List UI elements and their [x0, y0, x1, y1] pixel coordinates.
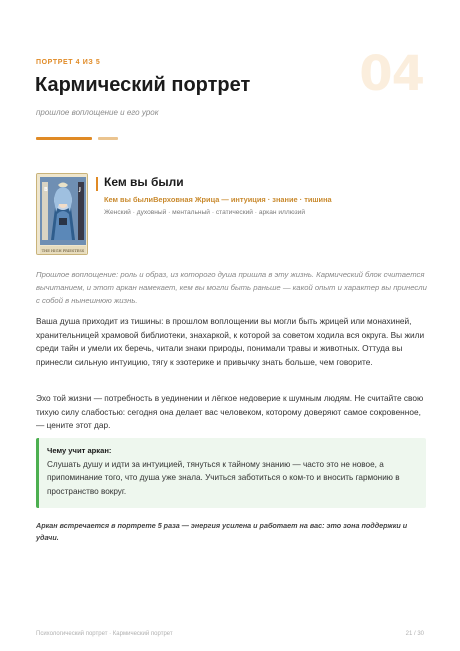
repetition-note: Аркан встречается в портрете 5 раза — энергия усилена и работает на вас: это зона поддержки и удачи. — [36, 521, 408, 542]
intro-text: Прошлое воплощение: роль и образ, из которого душа пришла в эту жизнь. Кармический блок считается вычитанием, и этот аркан намекает, кем вы могли быть раньше — какой опыт и характер вы принесли с собой в нынешнюю жизнь. — [36, 270, 427, 305]
lesson-callout — [36, 438, 426, 508]
portrait-counter: ПОРТРЕТ 4 ИЗ 5 — [36, 59, 101, 66]
card-corner-left: B — [44, 187, 48, 193]
card-caption: THE HIGH PRIESTESS — [41, 249, 85, 253]
title-divider-secondary — [98, 137, 118, 140]
section-accent-bar — [96, 177, 98, 191]
lesson-text: Слушать душу и идти за интуицией, тянуться к тайному знанию — часто это не новое, а припоминание того, что душа уже знала. Учиться заботиться о ком-то и вносить гармонию в пространство вокруг. — [47, 460, 400, 496]
high-priestess-illustration — [37, 174, 88, 255]
arcana-keywords: Кем вы былиВерховная Жрица — интуиция · знание · тишина — [104, 195, 332, 204]
title-divider-primary — [36, 137, 92, 140]
footer-document-title: Психологический портрет · Кармический портрет — [36, 631, 173, 637]
section-title: Кем вы были — [104, 175, 184, 189]
lesson-title: Чему учит аркан: — [47, 446, 112, 455]
page-subtitle: прошлое воплощение и его урок — [36, 108, 159, 117]
portrait-number-watermark: 04 — [359, 46, 424, 102]
tarot-card-image — [36, 173, 88, 255]
body-paragraph: Ваша душа приходит из тишины: в прошлом воплощении вы могли быть жрицей или монахиней, хранительницей храмовой библиотеки, знахаркой, к которой за советом ходила вся округа. Вы жили среди тайн и умели их беречь, читали знаки природы, понимали травы и животных. Оттуда вы принесли сильную интуицию, тягу к эзотерике и привычку знать больше, чем говорите. — [36, 316, 425, 367]
arcana-tags: Женский · духовный · ментальный · статический · аркан иллюзий — [104, 209, 306, 216]
card-corner-right: J — [79, 187, 81, 193]
body-paragraph: Эхо той жизни — потребность в уединении и лёгкое недоверие к шумным людям. Не считайте свою тихую силу слабостью: сегодня она делает вас человеком, которому доверяют самое сокровенное, — цените этот дар. — [36, 393, 424, 431]
page-title: Кармический портрет — [35, 74, 251, 96]
footer-page-number: 21 / 30 — [405, 631, 424, 637]
